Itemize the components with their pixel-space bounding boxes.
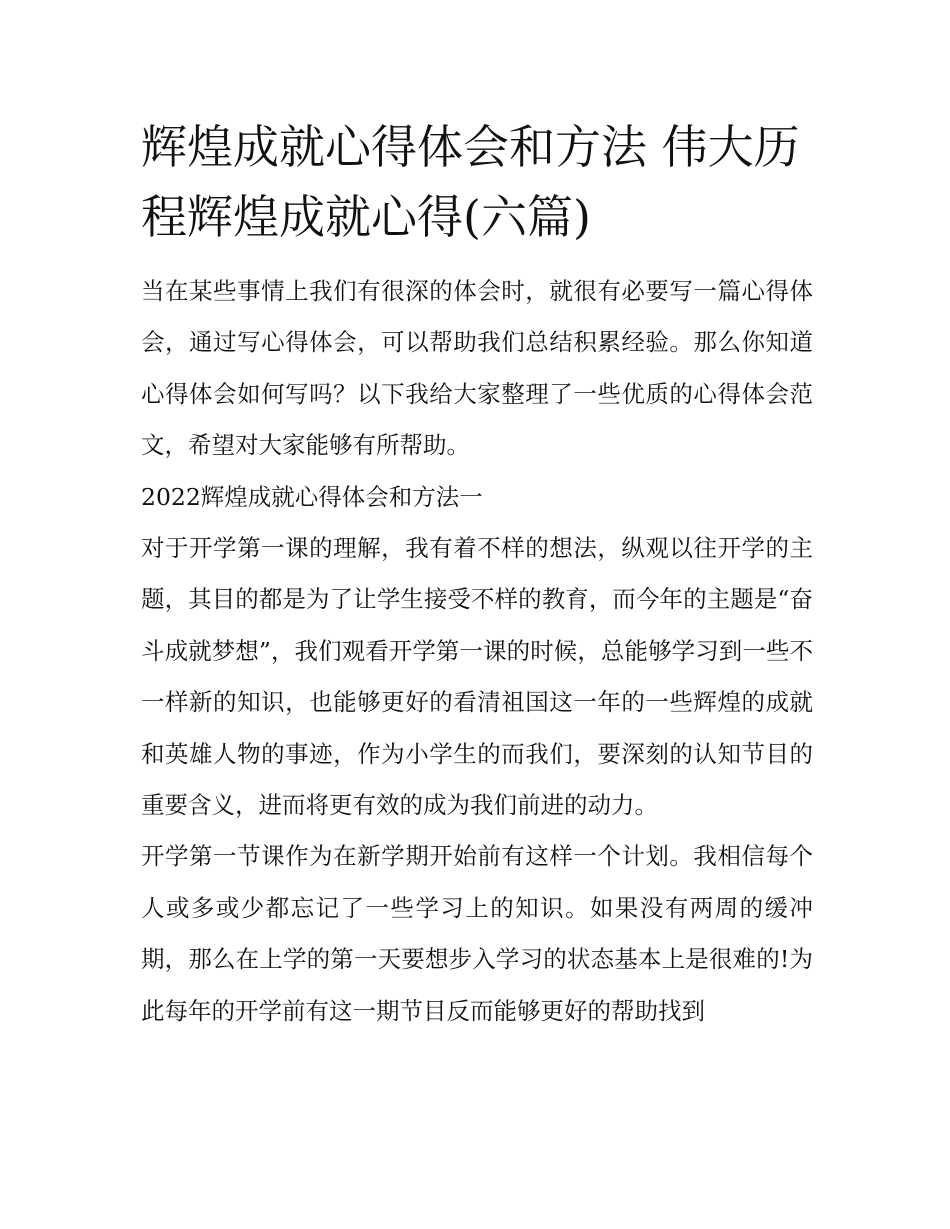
document-title: 辉煌成就心得体会和方法 伟大历程辉煌成就心得(六篇) bbox=[141, 120, 800, 244]
section-heading: 2022辉煌成就心得体会和方法一 bbox=[141, 482, 483, 511]
document-page bbox=[141, 112, 813, 1037]
body-paragraph-2: 开学第一节课作为在新学期开始前有这样一个计划。我相信每个人或多或少都忘记了一些学习上的知识。如果没有两周的缓冲期，那么在上学的第一天要想步入学习的状态基本上是很难的!为此每年的开学前有这一期节目反而能够更好的帮助找到 bbox=[141, 842, 813, 1025]
body-paragraph-1: 对于开学第一课的理解，我有着不样的想法，纵观以往开学的主题，其目的都是为了让学生接受不样的教育，而今年的主题是“奋斗成就梦想”，我们观看开学第一课的时候，总能够学习到一些不一样新的知识，也能够更好的看清祖国这一年的一些辉煌的成就和英雄人物的事迹，作为小学生的而我们，要深刻的认知节目的重要含义，进而将更有效的成为我们前进的动力。 bbox=[141, 534, 813, 820]
intro-paragraph: 当在某些事情上我们有很深的体会时，就很有必要写一篇心得体会，通过写心得体会，可以帮助我们总结积累经验。那么你知道心得体会如何写吗？以下我给大家整理了一些优质的心得体会范文，希望对大家能够有所帮助。 bbox=[141, 277, 813, 460]
